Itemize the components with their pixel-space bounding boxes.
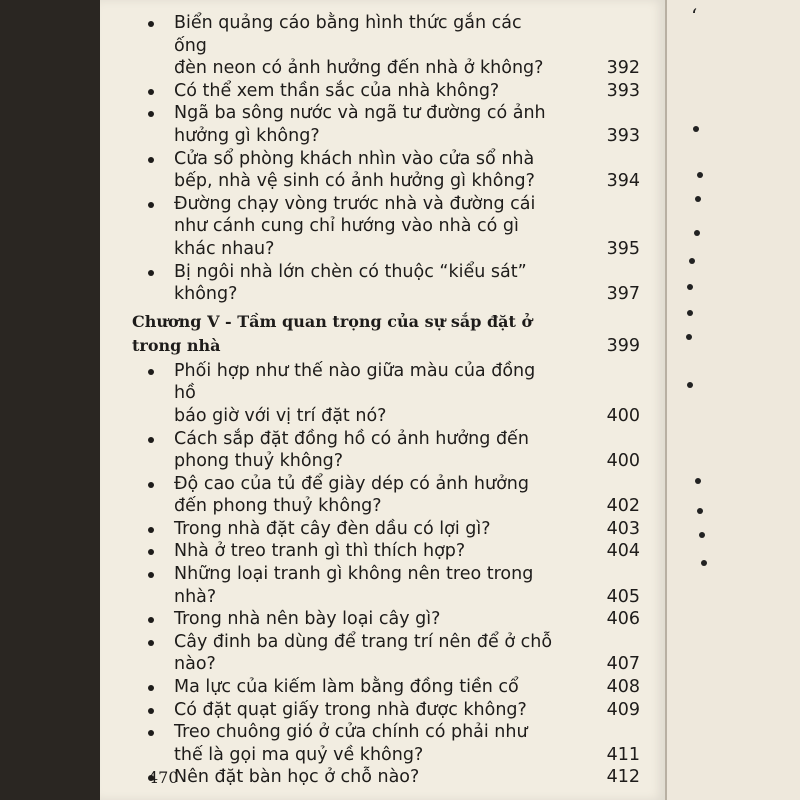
- entry-text-line: hưởng gì không?: [174, 125, 320, 146]
- toc-entry: [132, 608, 642, 631]
- bullet-mark: [693, 126, 699, 132]
- entry-page-number: 408: [606, 677, 640, 698]
- entry-text-line: Cây đinh ba dùng để trang trí nên để ở chỗ: [174, 631, 553, 652]
- entry-text-line: Phối hợp như thế nào giữa màu của đồng hồ: [174, 360, 536, 404]
- entry-text-line: Biển quảng cáo bằng hình thức gắn các ống: [174, 13, 522, 56]
- entry-text-line: Treo chuông gió ở cửa chính có phải như: [174, 722, 528, 743]
- bullet-icon: [148, 708, 154, 714]
- toc-entry: [132, 721, 642, 766]
- entry-page-number: 404: [606, 541, 640, 562]
- bullet-icon: [148, 617, 154, 623]
- entry-text-line: không?: [174, 284, 238, 305]
- entry-text-line: Độ cao của tủ để giày dép có ảnh hưởng: [174, 473, 530, 494]
- entry-page-number: 403: [606, 518, 640, 539]
- bullet-mark: [686, 334, 692, 340]
- entry-page-number: 394: [606, 171, 640, 192]
- bullet-mark: [697, 508, 703, 514]
- entry-page-number: 400: [606, 405, 640, 426]
- entry-page-number: 409: [606, 699, 640, 720]
- entry-page-number: 405: [606, 586, 640, 607]
- bullet-icon: [148, 202, 154, 208]
- bullet-icon: [148, 157, 154, 163]
- toc-entry: [132, 540, 642, 563]
- toc-entry: [132, 699, 642, 722]
- toc-entry: [132, 148, 642, 193]
- entry-text-line: Nên đặt bàn học ở chỗ nào?: [174, 767, 420, 788]
- toc-entry: [132, 473, 642, 518]
- toc-entry: [132, 766, 642, 789]
- bullet-icon: [148, 437, 154, 443]
- bullet-icon: [148, 527, 154, 533]
- entry-text-line: khác nhau?: [174, 238, 275, 259]
- bullet-mark: [699, 532, 705, 538]
- bullet-mark: [695, 478, 701, 484]
- entry-page-number: 397: [606, 284, 640, 305]
- chapter-heading: [132, 310, 642, 358]
- toc-entry: [132, 428, 642, 473]
- bullet-icon: [148, 549, 154, 555]
- entry-text-line: Có thể xem thần sắc của nhà không?: [174, 80, 500, 101]
- entry-page-number: 392: [606, 58, 640, 79]
- entry-text-line: nào?: [174, 654, 216, 675]
- text-fragment: ‘: [691, 4, 698, 28]
- page-number-folio: 470: [148, 768, 179, 787]
- entry-text-line: phong thuỷ không?: [174, 451, 344, 472]
- entry-text-line: đến phong thuỷ không?: [174, 496, 382, 517]
- toc-entry: [132, 360, 642, 428]
- entry-page-number: 393: [606, 80, 640, 101]
- adjacent-page-edge: [665, 0, 800, 800]
- bullet-icon: [148, 111, 154, 117]
- bullet-icon: [148, 270, 154, 276]
- bullet-mark: [701, 560, 707, 566]
- bullet-icon: [148, 730, 154, 736]
- entry-text-line: trong nhà: [132, 335, 221, 355]
- toc-entry: [132, 563, 642, 608]
- bullet-icon: [148, 685, 154, 691]
- entry-text-line: Bị ngôi nhà lớn chèn có thuộc “kiểu sát”: [174, 261, 527, 282]
- bullet-mark: [697, 172, 703, 178]
- entry-text-line: như cánh cung chỉ hướng vào nhà có gì: [174, 216, 519, 237]
- bullet-icon: [148, 572, 154, 578]
- entry-text-line: Đường chạy vòng trước nhà và đường cái: [174, 193, 536, 214]
- toc-entry: [132, 631, 642, 676]
- entry-page-number: 400: [606, 451, 640, 472]
- bullet-icon: [148, 640, 154, 646]
- bullet-icon: [148, 369, 154, 375]
- bullet-icon: [148, 21, 154, 27]
- entry-text-line: Trong nhà đặt cây đèn dầu có lợi gì?: [174, 518, 491, 539]
- toc-entry: [132, 102, 642, 147]
- book-page: [100, 0, 665, 800]
- entry-page-number: 395: [606, 238, 640, 259]
- entry-text-line: Ngã ba sông nước và ngã tư đường có ảnh: [174, 103, 546, 124]
- bullet-mark: [687, 382, 693, 388]
- entry-text-line: Trong nhà nên bày loại cây gì?: [174, 609, 441, 630]
- entry-text-line: báo giờ với vị trí đặt nó?: [174, 405, 387, 426]
- entry-text-line: Có đặt quạt giấy trong nhà được không?: [174, 699, 527, 720]
- entry-text-line: thế là gọi ma quỷ về không?: [174, 744, 424, 765]
- entry-text-line: bếp, nhà vệ sinh có ảnh hưởng gì không?: [174, 171, 535, 192]
- toc-entry: [132, 676, 642, 699]
- entry-text-line: đèn neon có ảnh hưởng đến nhà ở không?: [174, 58, 544, 79]
- entry-page-number: 412: [606, 767, 640, 788]
- toc-entry: [132, 12, 642, 80]
- bullet-mark: [689, 258, 695, 264]
- bullet-mark: [687, 310, 693, 316]
- entry-text-line: Nhà ở treo tranh gì thì thích hợp?: [174, 541, 466, 562]
- entry-page-number: 406: [606, 609, 640, 630]
- bullet-mark: [694, 230, 700, 236]
- entry-page-number: 399: [606, 335, 640, 356]
- table-of-contents: [132, 12, 642, 789]
- toc-entry: [132, 518, 642, 541]
- bullet-icon: [148, 482, 154, 488]
- entry-text-line: Ma lực của kiếm làm bằng đồng tiền cổ: [174, 677, 519, 698]
- toc-entry: [132, 193, 642, 261]
- entry-page-number: 402: [606, 496, 640, 517]
- bullet-icon: [148, 89, 154, 95]
- entry-text-line: Cách sắp đặt đồng hồ có ảnh hưởng đến: [174, 428, 529, 449]
- bullet-mark: [695, 196, 701, 202]
- bullet-mark: [687, 284, 693, 290]
- entry-text-line: nhà?: [174, 586, 217, 607]
- entry-text-line: Những loại tranh gì không nên treo trong: [174, 564, 534, 585]
- entry-page-number: 407: [606, 654, 640, 675]
- toc-entry: [132, 261, 642, 306]
- entry-text-line: Cửa sổ phòng khách nhìn vào cửa sổ nhà: [174, 148, 535, 169]
- toc-entry: [132, 80, 642, 103]
- entry-text-line: Chương V - Tầm quan trọng của sự sắp đặt ở: [132, 311, 533, 331]
- entry-page-number: 411: [606, 744, 640, 765]
- entry-page-number: 393: [606, 125, 640, 146]
